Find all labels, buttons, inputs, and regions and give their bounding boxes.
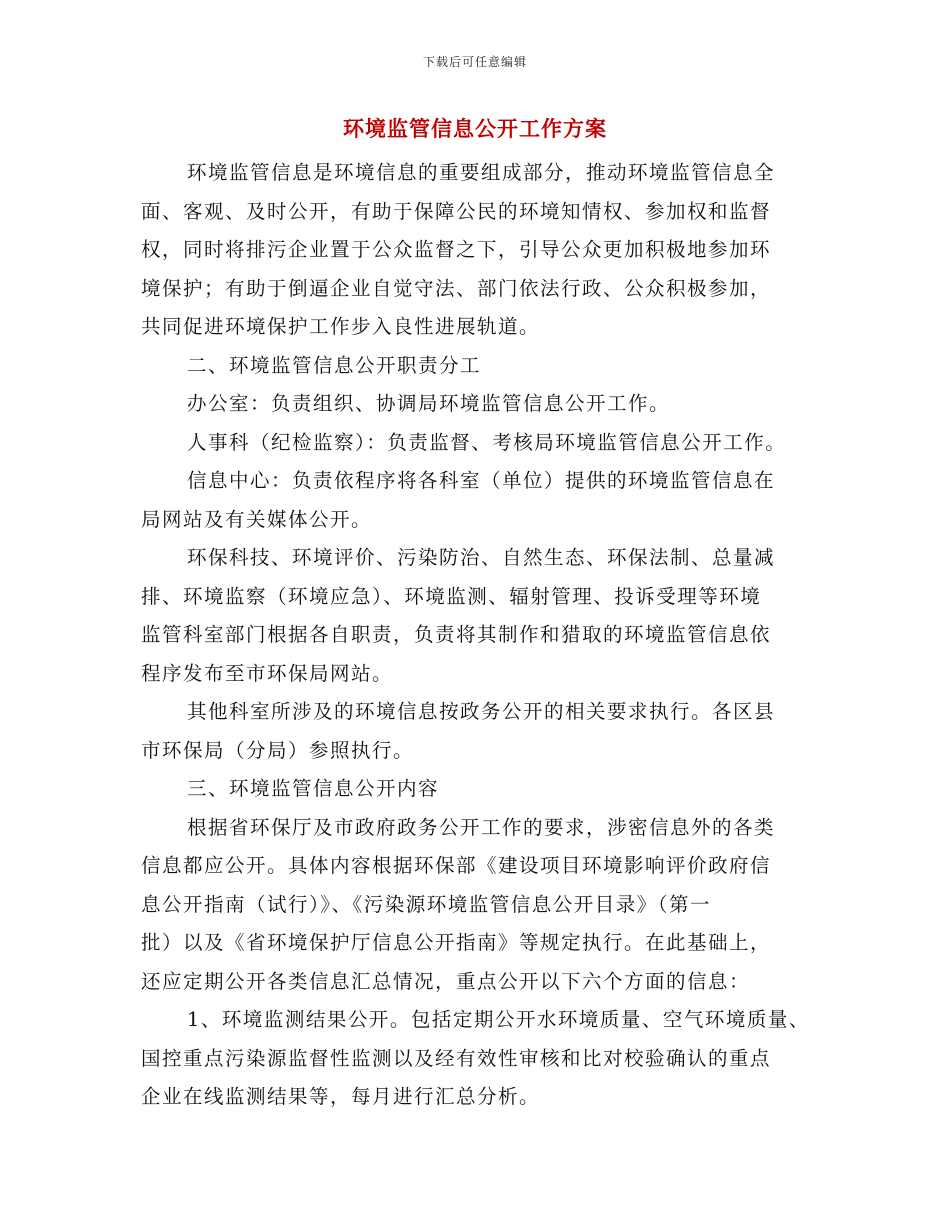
body-line: 二、环境监管信息公开职责分工 [187, 353, 482, 377]
body-line: 信息中心：负责依程序将各科室（单位）提供的环境监管信息在 [187, 469, 776, 492]
body-line: 还应定期公开各类信息汇总情况，重点公开以下六个方面的信息： [141, 969, 751, 993]
body-line: 监管科室部门根据各自职责，负责将其制作和猎取的环境监管信息依 [141, 623, 772, 646]
header-note: 下载后可任意编辑 [422, 55, 527, 69]
body-line: 人事科（纪检监察）：负责监督、考核局环境监管信息公开工作。 [187, 430, 787, 454]
body-line: 国控重点污染源监督性监测以及经有效性审核和比对校验确认的重点 [141, 1046, 772, 1070]
body-line: 环境监管信息是环境信息的重要组成部分，推动环境监管信息全 [187, 161, 776, 184]
body-line: 批）以及《省环境保护厅信息公开指南》等规定执行。在此基础上， [141, 931, 772, 954]
body-line: 面、客观、及时公开，有助于保障公民的环境知情权、参加权和监督 [141, 199, 772, 223]
body-line: 1、环境监测结果公开。包括定期公开水环境质量、空气环境质量、 [187, 1008, 810, 1031]
body-line: 程序发布至市环保局网站。 [141, 661, 394, 685]
body-line: 排、环境监察（环境应急）、环境监测、辐射管理、投诉受理等环境 [141, 584, 762, 608]
body-line: 三、环境监管信息公开内容 [187, 777, 440, 800]
body-line: 市环保局（分局）参照执行。 [141, 738, 415, 762]
body-line: 办公室：负责组织、协调局环境监管信息公开工作。 [187, 392, 671, 415]
document-title: 环境监管信息公开工作方案 [343, 116, 607, 141]
body-line: 信息都应公开。具体内容根据环保部《建设项目环境影响评价政府信 [141, 854, 772, 877]
body-line: 局网站及有关媒体公开。 [141, 507, 373, 531]
document-body [141, 154, 821, 1117]
body-line: 其他科室所涉及的环境信息按政务公开的相关要求执行。各区县 [187, 700, 776, 723]
body-line: 企业在线监测结果等，每月进行汇总分析。 [141, 1085, 541, 1108]
body-line: 共同促进环境保护工作步入良性进展轨道。 [141, 315, 541, 338]
body-line: 权，同时将排污企业置于公众监督之下，引导公众更加积极地参加环 [141, 238, 772, 261]
body-line: 息公开指南（试行）》、《污染源环境监管信息公开目录》（第一 [141, 892, 712, 916]
body-line: 境保护；有助于倒逼企业自觉守法、部门依法行政、公众积极参加， [141, 276, 772, 300]
body-line: 环保科技、环境评价、污染防治、自然生态、环保法制、总量减 [187, 546, 776, 569]
body-line: 根据省环保厅及市政府政务公开工作的要求，涉密信息外的各类 [187, 815, 776, 839]
